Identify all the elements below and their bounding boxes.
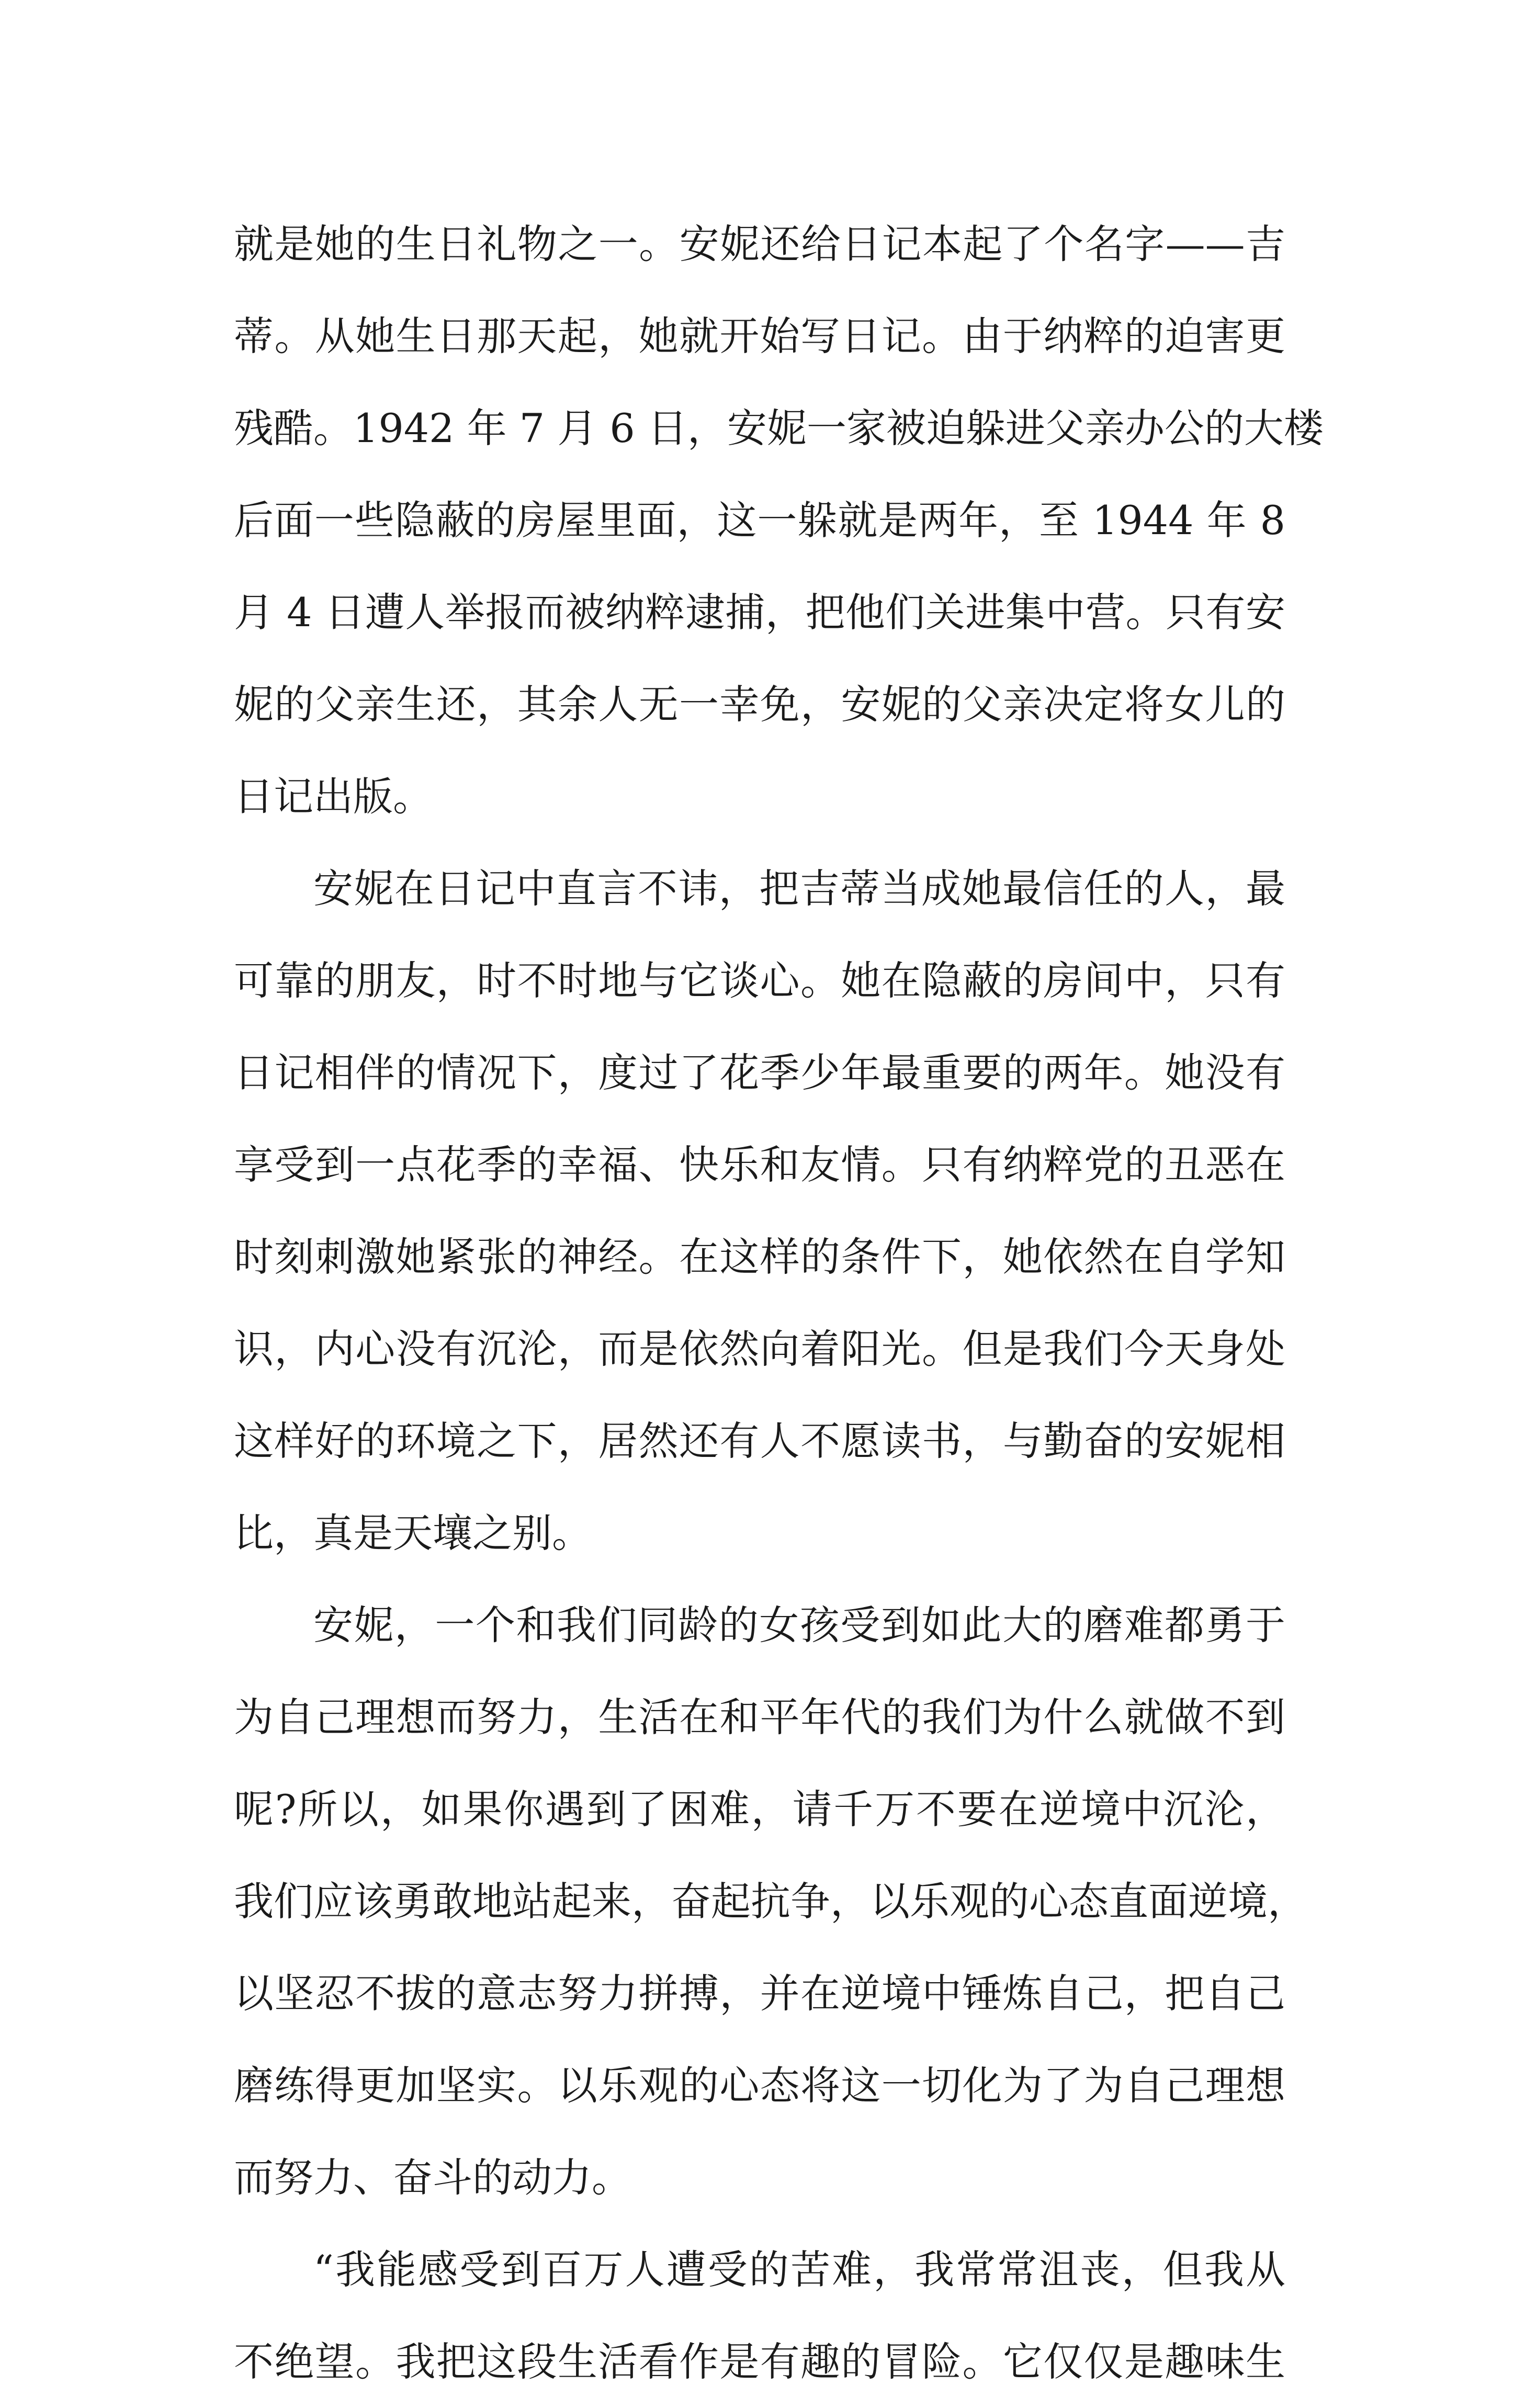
text-line: 我们应该勇敢地站起来，奋起抗争，以乐观的心态直面逆境， (234, 1878, 1307, 1925)
text-line: “我能感受到百万人遭受的苦难，我常常沮丧，但我从 (313, 2246, 1285, 2293)
text-line: 月 4 日遭人举报而被纳粹逮捕，把他们关进集中营。只有安 (234, 589, 1285, 636)
text-line: 安妮，一个和我们同龄的女孩受到如此大的磨难都勇于 (313, 1602, 1285, 1648)
text-line: 比，真是天壤之别。 (234, 1510, 592, 1556)
text-line: 享受到一点花季的幸福、快乐和友情。只有纳粹党的丑恶在 (234, 1141, 1285, 1188)
body-text (234, 198, 1324, 2408)
text-line: 识，内心没有沉沦，而是依然向着阳光。但是我们今天身处 (234, 1326, 1285, 1372)
text-line: 磨练得更加坚实。以乐观的心态将这一切化为了为自己理想 (234, 2062, 1285, 2109)
text-line: 日记相伴的情况下，度过了花季少年最重要的两年。她没有 (234, 1049, 1285, 1096)
text-line: 可靠的朋友，时不时地与它谈心。她在隐蔽的房间中，只有 (234, 957, 1285, 1004)
text-line: 蒂。从她生日那天起，她就开始写日记。由于纳粹的迫害更 (234, 313, 1285, 359)
text-line: 时刻刺激她紧张的神经。在这样的条件下，她依然在自学知 (234, 1234, 1285, 1280)
text-line: 以坚忍不拔的意志努力拼搏，并在逆境中锤炼自己，把自己 (234, 1970, 1285, 2017)
text-line: 这样好的环境之下，居然还有人不愿读书，与勤奋的安妮相 (234, 1418, 1285, 1464)
text-line: 不绝望。我把这段生活看作是有趣的冒险。它仅仅是趣味生 (234, 2338, 1285, 2385)
text-line: 妮的父亲生还，其余人无一幸免，安妮的父亲决定将女儿的 (234, 681, 1285, 728)
text-line: 安妮在日记中直言不讳，把吉蒂当成她最信任的人，最 (313, 865, 1285, 912)
text-line: 呢?所以，如果你遇到了困难，请千万不要在逆境中沉沦， (234, 1786, 1285, 1833)
text-line: 就是她的生日礼物之一。安妮还给日记本起了个名字——吉 (234, 221, 1285, 267)
text-line: 日记出版。 (234, 773, 433, 820)
text-line: 而努力、奋斗的动力。 (234, 2154, 631, 2201)
text-line: 后面一些隐蔽的房屋里面，这一躲就是两年，至 1944 年 8 (234, 497, 1285, 544)
text-line: 残酷。1942 年 7 月 6 日，安妮一家被迫躲进父亲办公的大楼 (234, 405, 1324, 451)
text-line: 为自己理想而努力，生活在和平年代的我们为什么就做不到 (234, 1694, 1285, 1740)
